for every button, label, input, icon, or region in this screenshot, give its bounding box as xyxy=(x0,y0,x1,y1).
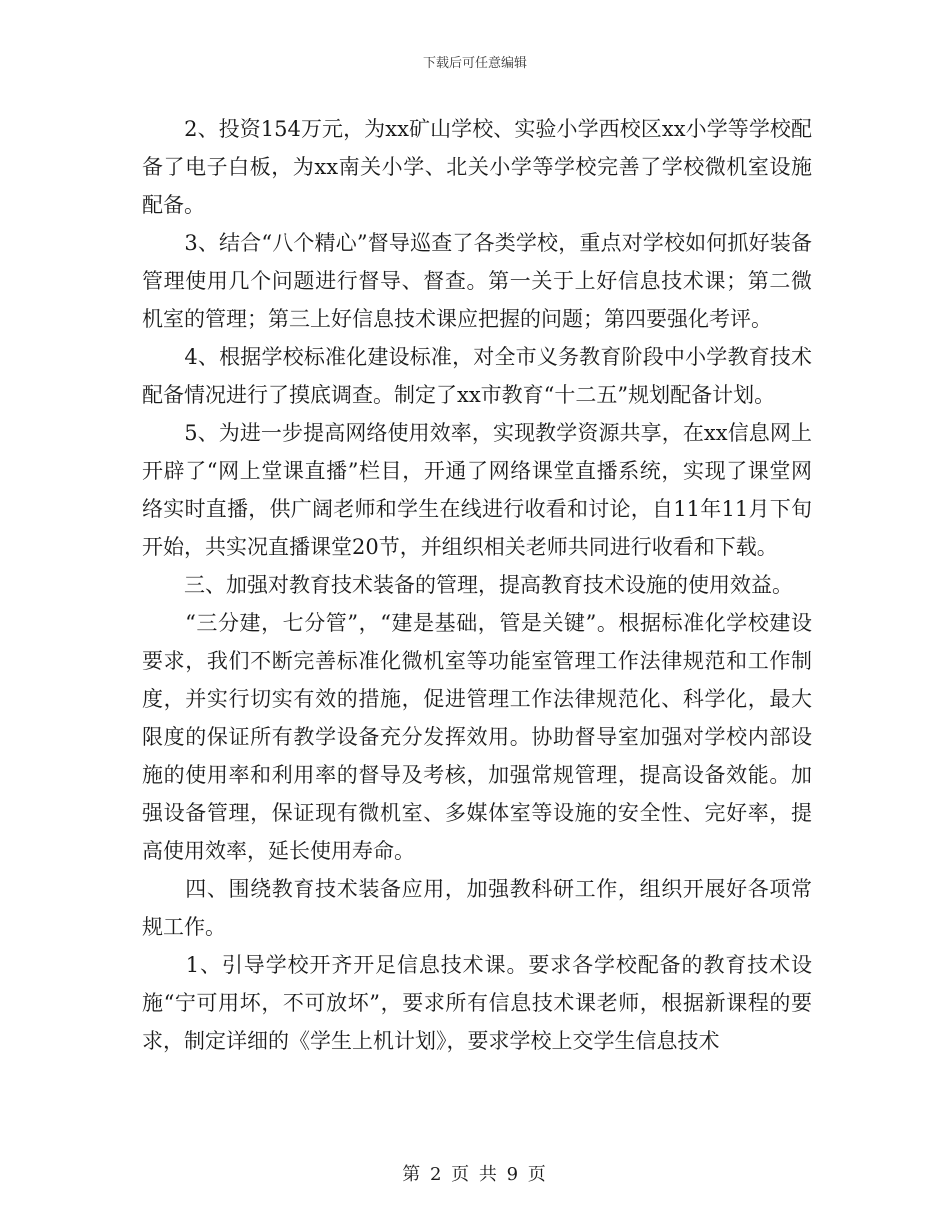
paragraph-item-1: 1、引导学校开齐开足信息技术课。要求各学校配备的教育技术设施“宁可用坏，不可放坏”，要求所有信息技术课老师，根据新课程的要求，制定详细的《学生上机计划》，要求学校上交学生信息技术 xyxy=(142,953,812,1053)
section-heading-3: 三、加强对教育技术装备的管理，提高教育技术设施的使用效益。 xyxy=(142,573,793,597)
paragraph-item-3: 3、结合“八个精心”督导巡查了各类学校，重点对学校如何抓好装备管理使用几个问题进行督导、督查。第一关于上好信息技术课；第二微机室的管理；第三上好信息技术课应把握的问题；第四要强化考评。 xyxy=(142,231,812,331)
section-heading-4: 四、围绕教育技术装备应用，加强教科研工作，组织开展好各项常规工作。 xyxy=(142,877,812,939)
paragraph-management: “三分建，七分管”，“建是基础，管是关键”。根据标准化学校建设要求，我们不断完善标准化微机室等功能室管理工作法律规范和工作制度，并实行切实有效的措施，促进管理工作法律规范化、科学化，最大限度的保证所有教学设备充分发挥效用。协助督导室加强对学校内部设施的使用率和利用率的督导及考核，加强常规管理，提高设备效能。加强设备管理，保证现有微机室、多媒体室等设施的安全性、完好率，提高使用效率，延长使用寿命。 xyxy=(142,611,812,863)
page-number: 第 2 页 共 9 页 xyxy=(402,1164,548,1185)
paragraph-item-5: 5、为进一步提高网络使用效率，实现教学资源共享，在xx信息网上开辟了“网上堂课直播”栏目，开通了网络课堂直播系统，实现了课堂网络实时直播，供广阔老师和学生在线进行收看和讨论，自11年11月下旬开始，共实况直播课堂20节，并组织相关老师共同进行收看和下载。 xyxy=(142,421,812,559)
page-header-note: 下载后可任意编辑 xyxy=(422,56,527,71)
paragraph-item-2: 2、投资154万元，为xx矿山学校、实验小学西校区xx小学等学校配备了电子白板，为xx南关小学、北关小学等学校完善了学校微机室设施配备。 xyxy=(142,117,812,217)
document-body xyxy=(142,110,812,1060)
paragraph-item-4: 4、根据学校标准化建设标准，对全市义务教育阶段中小学教育技术配备情况进行了摸底调查。制定了xx市教育“十二五”规划配备计划。 xyxy=(142,345,812,407)
